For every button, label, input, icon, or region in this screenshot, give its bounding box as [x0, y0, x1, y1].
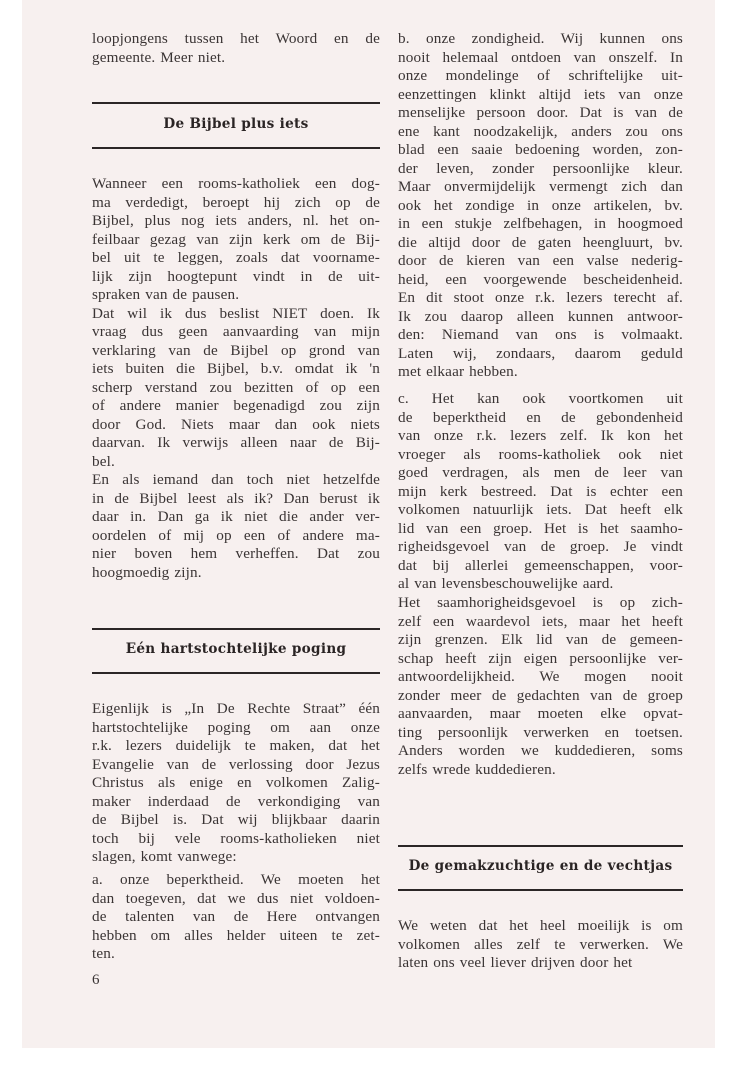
- text-line: onze mondelinge of schriftelijke uit-: [398, 67, 683, 84]
- text-line: laten ons veel liever drijven door het: [398, 954, 633, 971]
- text-line: scherp verstand zou bezitten of op een: [92, 378, 380, 396]
- text-line: gemeente. Meer niet.: [92, 48, 226, 66]
- text-line: de Bijbel is. Dat wij blijkbaar daarin: [92, 811, 380, 828]
- section-heading-bijbel-plus-iets: De Bijbel plus iets: [163, 116, 309, 132]
- text-line: c. Het kan ook voortkomen uit: [398, 390, 683, 407]
- text-line: feilbaar gezag van zijn kerk om de Bij-: [92, 230, 380, 248]
- text-line: eenzettingen klinkt altijd iets van onze: [398, 85, 683, 103]
- text-line: ene kant noodzakelijk, anders zou ons: [398, 122, 683, 140]
- text-line: En dit stoot onze r.k. lezers terecht af.: [398, 289, 683, 306]
- text-line: door de kieren van een valse nederig-: [398, 252, 683, 269]
- text-line: Bijbel, plus nog iets anders, nl. het on-: [92, 212, 380, 229]
- text-line: de talenten van de Here ontvangen: [92, 908, 380, 925]
- text-line: antwoordelijkheid. We mogen nooit: [398, 668, 683, 685]
- text-line: van onze r.k. lezers zelf. Ik kon het: [398, 427, 683, 444]
- text-line: Christus als enige en volkomen Zalig-: [92, 774, 380, 791]
- text-line: hebben om alles helder uiteen te zet-: [92, 926, 380, 944]
- text-line: heid, een voorgewende bescheidenheid.: [398, 270, 683, 288]
- text-line: goed verdragen, als men de leer van: [398, 464, 683, 481]
- text-line: door God. Niets maar dan ook niets: [92, 415, 380, 433]
- text-line: vroeger als rooms-katholiek ook niet: [398, 445, 683, 463]
- paragraph: [398, 594, 683, 779]
- text-line: spraken van de pausen.: [92, 286, 240, 303]
- paragraph-list-item-a: [92, 871, 380, 964]
- text-line: lijk zijn hoogtepunt vindt in de uit-: [92, 267, 380, 285]
- text-line: ten.: [92, 945, 115, 962]
- text-line: r.k. lezers duidelijk te maken, dat het: [92, 737, 380, 754]
- text-line: of andere manier begenadigd zou zijn: [92, 397, 380, 414]
- text-line: b. onze zondigheid. Wij kunnen ons: [398, 30, 683, 47]
- text-line: daarvan. Ik verwijs alleen naar de Bij-: [92, 434, 380, 451]
- text-line: volkomen alles zelf te verwerken. We: [398, 935, 683, 953]
- text-line: We weten dat het heel moeilijk is om: [398, 917, 683, 934]
- text-line: Wanneer een rooms-katholiek een dog-: [92, 175, 380, 192]
- text-line: al van levensbeschouwelijke aard.: [398, 575, 614, 592]
- text-line: Maar onvermijdelijk vermengt zich dan: [398, 178, 683, 195]
- text-line: Dat wil ik dus beslist NIET doen. Ik: [92, 304, 380, 322]
- text-line: Het saamhorigheidsgevoel is op zich-: [398, 594, 683, 611]
- text-line: ma verdedigt, beroept hij zich op de: [92, 193, 380, 211]
- text-line: in een stukje zelfbehagen, in hoogmoed: [398, 215, 683, 232]
- text-line: Eigenlijk is „In De Rechte Straat” één: [92, 700, 380, 717]
- text-line: schap heeft zijn eigen persoonlijke ver-: [398, 649, 683, 667]
- text-line: toch bij vele rooms-katholieken niet: [92, 829, 380, 847]
- text-line: volkomen natuurlijk iets. Dat heeft elk: [398, 501, 683, 518]
- text-line: Laten wij, zondaars, daarom geduld: [398, 344, 683, 362]
- page-number: 6: [92, 972, 100, 988]
- text-line: daar in. Dan ga ik niet die ander ver-: [92, 508, 380, 525]
- text-line: vraag dus geen aanvaarding van mijn: [92, 323, 380, 340]
- paragraph: [92, 175, 380, 305]
- paragraph: [398, 917, 683, 973]
- section-rule-bottom: [92, 672, 380, 674]
- text-line: dan toegeven, dat we dus niet voldoen-: [92, 889, 380, 907]
- text-line: blad een saaie bedoening worden, zon-: [398, 141, 683, 158]
- text-line: maker inderdaad de verkondiging van: [92, 792, 380, 810]
- text-line: bel uit te leggen, zoals dat voorname-: [92, 249, 380, 266]
- paragraph: [92, 700, 380, 867]
- document-page: [22, 0, 715, 1048]
- text-line: slagen, komt vanwege:: [92, 848, 237, 865]
- paragraph-list-item-b: [398, 30, 683, 382]
- section-rule-bottom: [92, 147, 380, 149]
- section-rule-bottom: [398, 889, 683, 891]
- text-line: Anders worden we kuddedieren, soms: [398, 742, 683, 759]
- paragraph: [92, 471, 380, 582]
- text-line: nooit helemaal ontdoen van onszelf. In: [398, 48, 683, 66]
- text-line: zelfs wrede kuddedieren.: [398, 760, 556, 778]
- text-line: zijn grenzen. Elk lid van de gemeen-: [398, 631, 683, 648]
- text-line: nier boven hem verheffen. Dat zou: [92, 545, 380, 562]
- text-line: zelf een waardevol iets, maar het heeft: [398, 612, 683, 630]
- section-heading-hartstochtelijke-poging: Eén hartstochtelijke poging: [125, 641, 347, 657]
- text-line: En als iemand dan toch niet hetzelfde: [92, 471, 380, 488]
- text-line: dat bij allerlei gemeenschappen, voor-: [398, 556, 683, 574]
- text-line: zonder meer de gedachten van de groep: [398, 686, 683, 704]
- text-line: in de Bijbel leest als ik? Dan berust ik: [92, 489, 380, 507]
- text-line: lid van een groep. Het is het saamho-: [398, 519, 683, 537]
- paragraph-list-item-c: [398, 390, 683, 594]
- text-line: ting persoonlijk verwerken en toetsen.: [398, 723, 683, 741]
- intro-paragraph: [92, 30, 380, 67]
- section-rule-top: [92, 628, 380, 630]
- text-line: mijn kerk bestreed. Dat is echter een: [398, 482, 683, 500]
- text-line: der leven, zonder persoonlijke kleur.: [398, 159, 683, 177]
- section-rule-top: [92, 102, 380, 104]
- text-line: aanvaarden, maar moeten elke opvat-: [398, 705, 683, 722]
- text-line: ook het zondige in onze artikelen, bv.: [398, 196, 683, 214]
- text-line: Ik zou daarop alleen kunnen antwoor-: [398, 307, 683, 325]
- text-line: met elkaar hebben.: [398, 363, 518, 380]
- text-line: de beperktheid en de gebondenheid: [398, 408, 683, 426]
- section-rule-top: [398, 845, 683, 847]
- text-line: iets buiten die Bijbel, b.v. omdat ik 'n: [92, 360, 380, 377]
- paragraph: [92, 305, 380, 472]
- text-line: die altijd door de gaten heengluurt, bv.: [398, 233, 683, 251]
- text-line: bel.: [92, 452, 115, 470]
- text-line: hartstochtelijke poging om aan onze: [92, 718, 380, 736]
- text-line: menselijke persoon door. Dat is van de: [398, 104, 683, 121]
- text-line: righeidsgevoel van de groep. Je vindt: [398, 538, 683, 555]
- text-line: den: Niemand van ons is volmaakt.: [398, 326, 683, 343]
- text-line: loopjongens tussen het Woord en de: [92, 30, 380, 47]
- section-heading-gemakzuchtige-vechtjas: De gemakzuchtige en de vechtjas: [408, 858, 673, 874]
- text-line: Evangelie van de verlossing door Jezus: [92, 755, 380, 773]
- text-line: oordelen of mij op een of andere ma-: [92, 526, 380, 544]
- text-line: hoogmoedig zijn.: [92, 563, 202, 581]
- text-line: a. onze beperktheid. We moeten het: [92, 871, 380, 888]
- text-line: verklaring van de Bijbel op grond van: [92, 341, 380, 359]
